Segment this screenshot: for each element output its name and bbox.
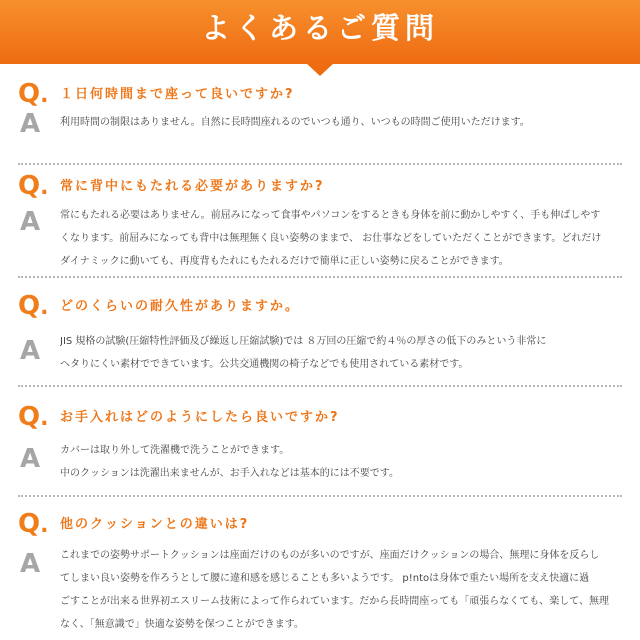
dotted-divider [18,385,622,387]
question-mark-icon: Q. [18,402,49,432]
faq-question: 他のクッションとの違いは? [60,517,250,532]
answer-line: ダイナミックに動いても、再度背もたれにもたれるだけで簡単に正しい姿勢に戻ることができます。 [60,256,509,267]
faq-question: １日何時間まで座って良いですか? [60,87,295,102]
page-header [0,0,640,64]
faq-answer [60,204,624,273]
answer-line: なく、「無意識で」快適な姿勢を保つことができます。 [60,619,304,630]
answer-line: ごすことが出来る世界初エスリーム技術によって作られています。だから長時間座っても「頑張らなくても、楽して、無理 [60,596,609,607]
answer-mark-icon: A [20,444,41,474]
header-pointer [306,63,334,76]
answer-line: 常にもたれる必要はありません。前屈みになって食事やパソコンをするときも身体を前に動かしやすく、手も伸ばしやす [60,210,601,221]
question-mark-icon: Q. [18,79,49,109]
question-mark-icon: Q. [18,509,49,539]
answer-line: ヘタりにくい素材でできています。公共交通機関の椅子などでも使用されている素材です。 [60,359,469,370]
faq-answer [60,330,624,376]
faq-answer [60,111,624,134]
dotted-divider [18,163,622,165]
question-mark-icon: Q. [18,171,49,201]
faq-question: 常に背中にもたれる必要がありますか? [60,179,325,194]
faq-answer [60,544,624,636]
faq-question: どのくらいの耐久性がありますか。 [60,299,301,314]
answer-line: 中のクッションは洗濯出来ませんが、お手入れなどは基本的には不要です。 [60,468,399,479]
answer-mark-icon: A [20,336,41,366]
answer-line: これまでの姿勢サポートクッションは座面だけのものが多いのですが、座面だけクッションの場合、無理に身体を反らし [60,550,600,561]
page-title: よくあるご質問 [200,11,439,45]
faq-question: お手入れはどのようにしたら良いですか? [60,410,340,425]
answer-line: くなります。前屈みになっても背中は無理無く良い姿勢のままで、 お仕事などをしていただくことができます。どれだけ [60,233,602,244]
faq-answer [60,439,624,485]
dotted-divider [18,495,622,497]
answer-mark-icon: A [20,109,41,139]
answer-line: 利用時間の制限はありません。自然に長時間座れるのでいつも通り、いつもの時間ご使用いただけます。 [60,117,530,128]
dotted-divider [18,276,622,278]
answer-line: カバーは取り外して洗濯機で洗うことができます。 [60,445,290,456]
answer-mark-icon: A [20,549,41,579]
answer-line: JIS 規格の試験(圧縮特性評価及び繰返し圧縮試験)では ８万回の圧縮で約４％の厚さの低下のみという非常に [60,336,547,347]
answer-mark-icon: A [20,207,41,237]
answer-line: てしまい良い姿勢を作ろうとして腰に違和感を感じることも多いようです。 p!ntoは身体で重たい場所を支え快適に過 [60,573,590,584]
question-mark-icon: Q. [18,291,49,321]
